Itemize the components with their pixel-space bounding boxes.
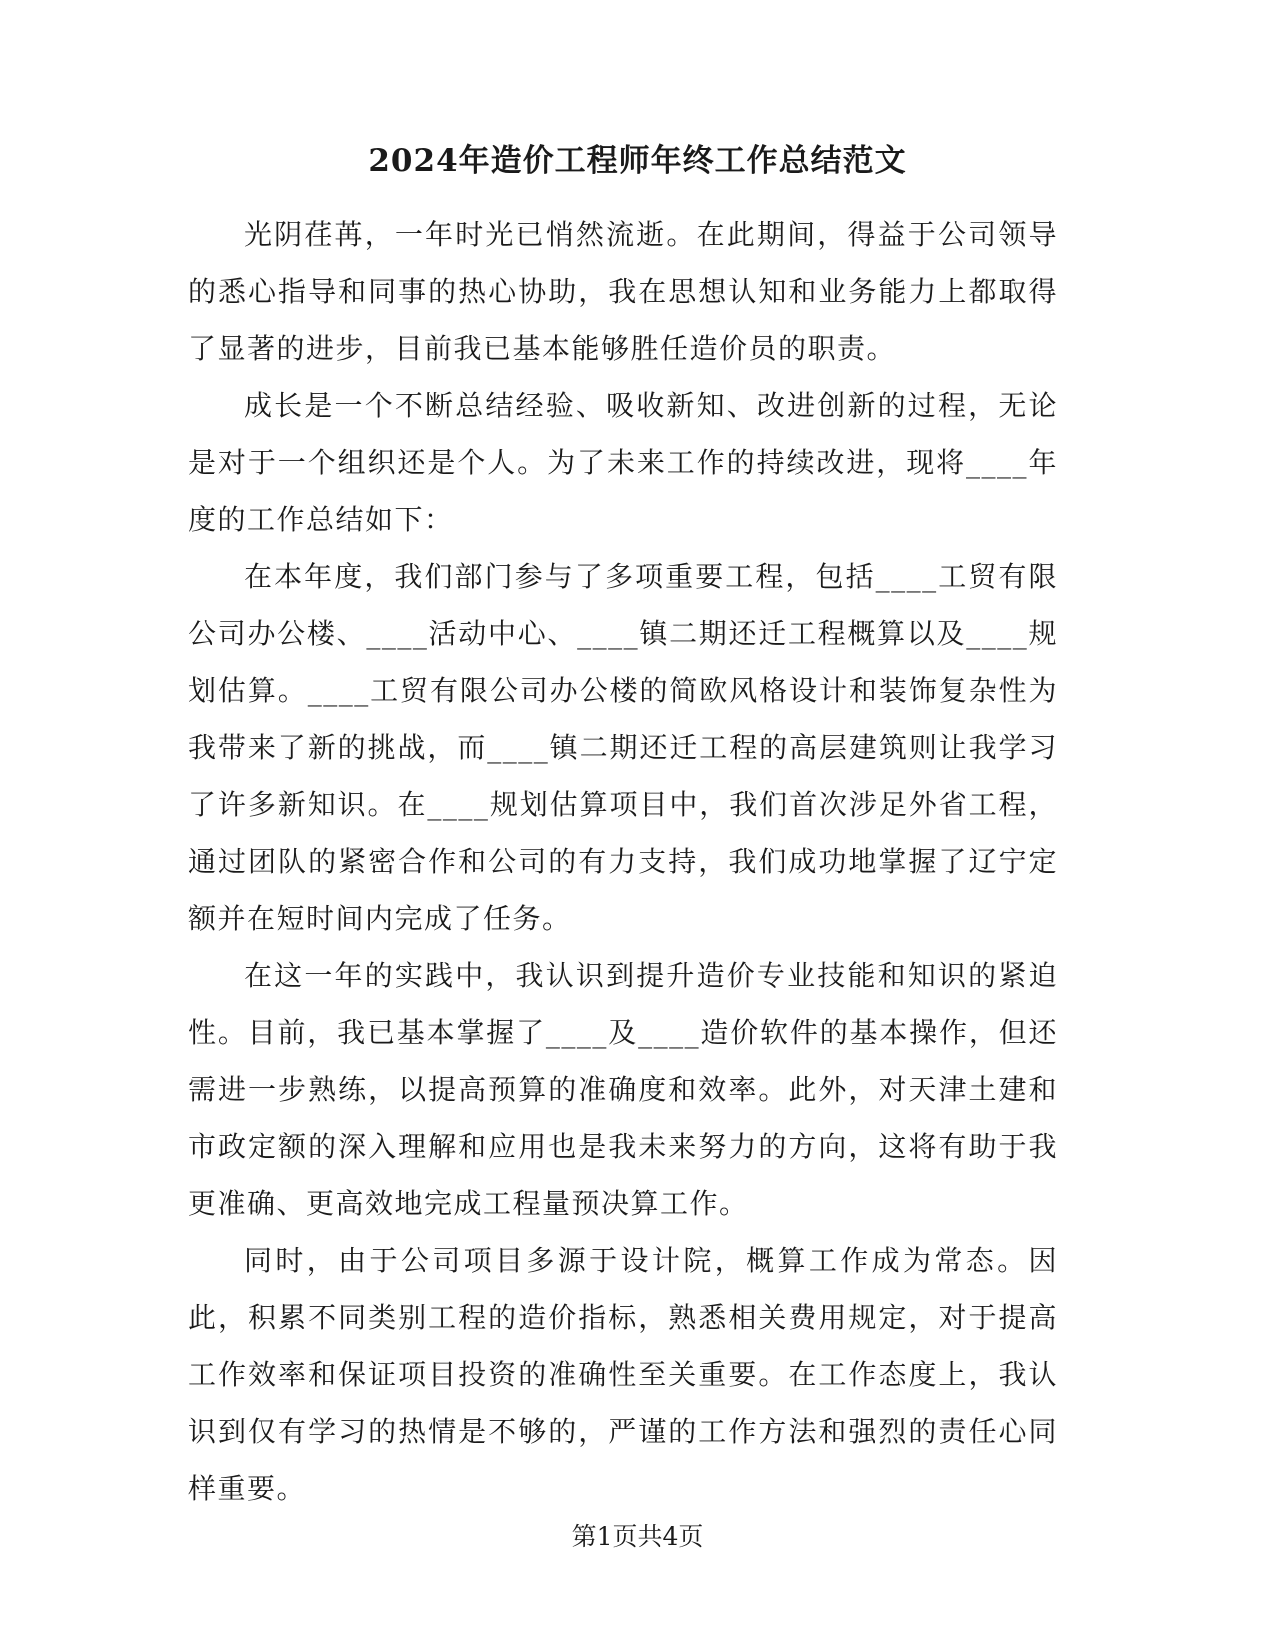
paragraph-3: 在本年度，我们部门参与了多项重要工程，包括____工贸有限公司办公楼、____活动中心、____镇二期还迁工程概算以及____规划估算。____工贸有限公司办公楼的简欧风格设计和装饰复杂性为我带来了新的挑战，而____镇二期还迁工程的高层建筑则让我学习了许多新知识。在____规划估算项目中，我们首次涉足外省工程，通过团队的紧密合作和公司的有力支持，我们成功地掌握了辽宁定额并在短时间内完成了任务。 bbox=[188, 560, 1058, 935]
document-body bbox=[188, 206, 1058, 1517]
paragraph-5: 同时，由于公司项目多源于设计院，概算工作成为常态。因此，积累不同类别工程的造价指标，熟悉相关费用规定，对于提高工作效率和保证项目投资的准确性至关重要。在工作态度上，我认识到仅有学习的热情是不够的，严谨的工作方法和强烈的责任心同样重要。 bbox=[188, 1244, 1058, 1505]
paragraph-2: 成长是一个不断总结经验、吸收新知、改进创新的过程，无论是对于一个组织还是个人。为了未来工作的持续改进，现将____年度的工作总结如下： bbox=[188, 389, 1058, 536]
page-number-footer: 第1页共4页 bbox=[571, 1522, 704, 1551]
document-title: 2024年造价工程师年终工作总结范文 bbox=[368, 143, 907, 179]
paragraph-4: 在这一年的实践中，我认识到提升造价专业技能和知识的紧迫性。目前，我已基本掌握了____及____造价软件的基本操作，但还需进一步熟练，以提高预算的准确度和效率。此外，对天津土建和市政定额的深入理解和应用也是我未来努力的方向，这将有助于我更准确、更高效地完成工程量预决算工作。 bbox=[188, 959, 1058, 1220]
paragraph-1: 光阴荏苒，一年时光已悄然流逝。在此期间，得益于公司领导的悉心指导和同事的热心协助，我在思想认知和业务能力上都取得了显著的进步，目前我已基本能够胜任造价员的职责。 bbox=[188, 218, 1058, 365]
